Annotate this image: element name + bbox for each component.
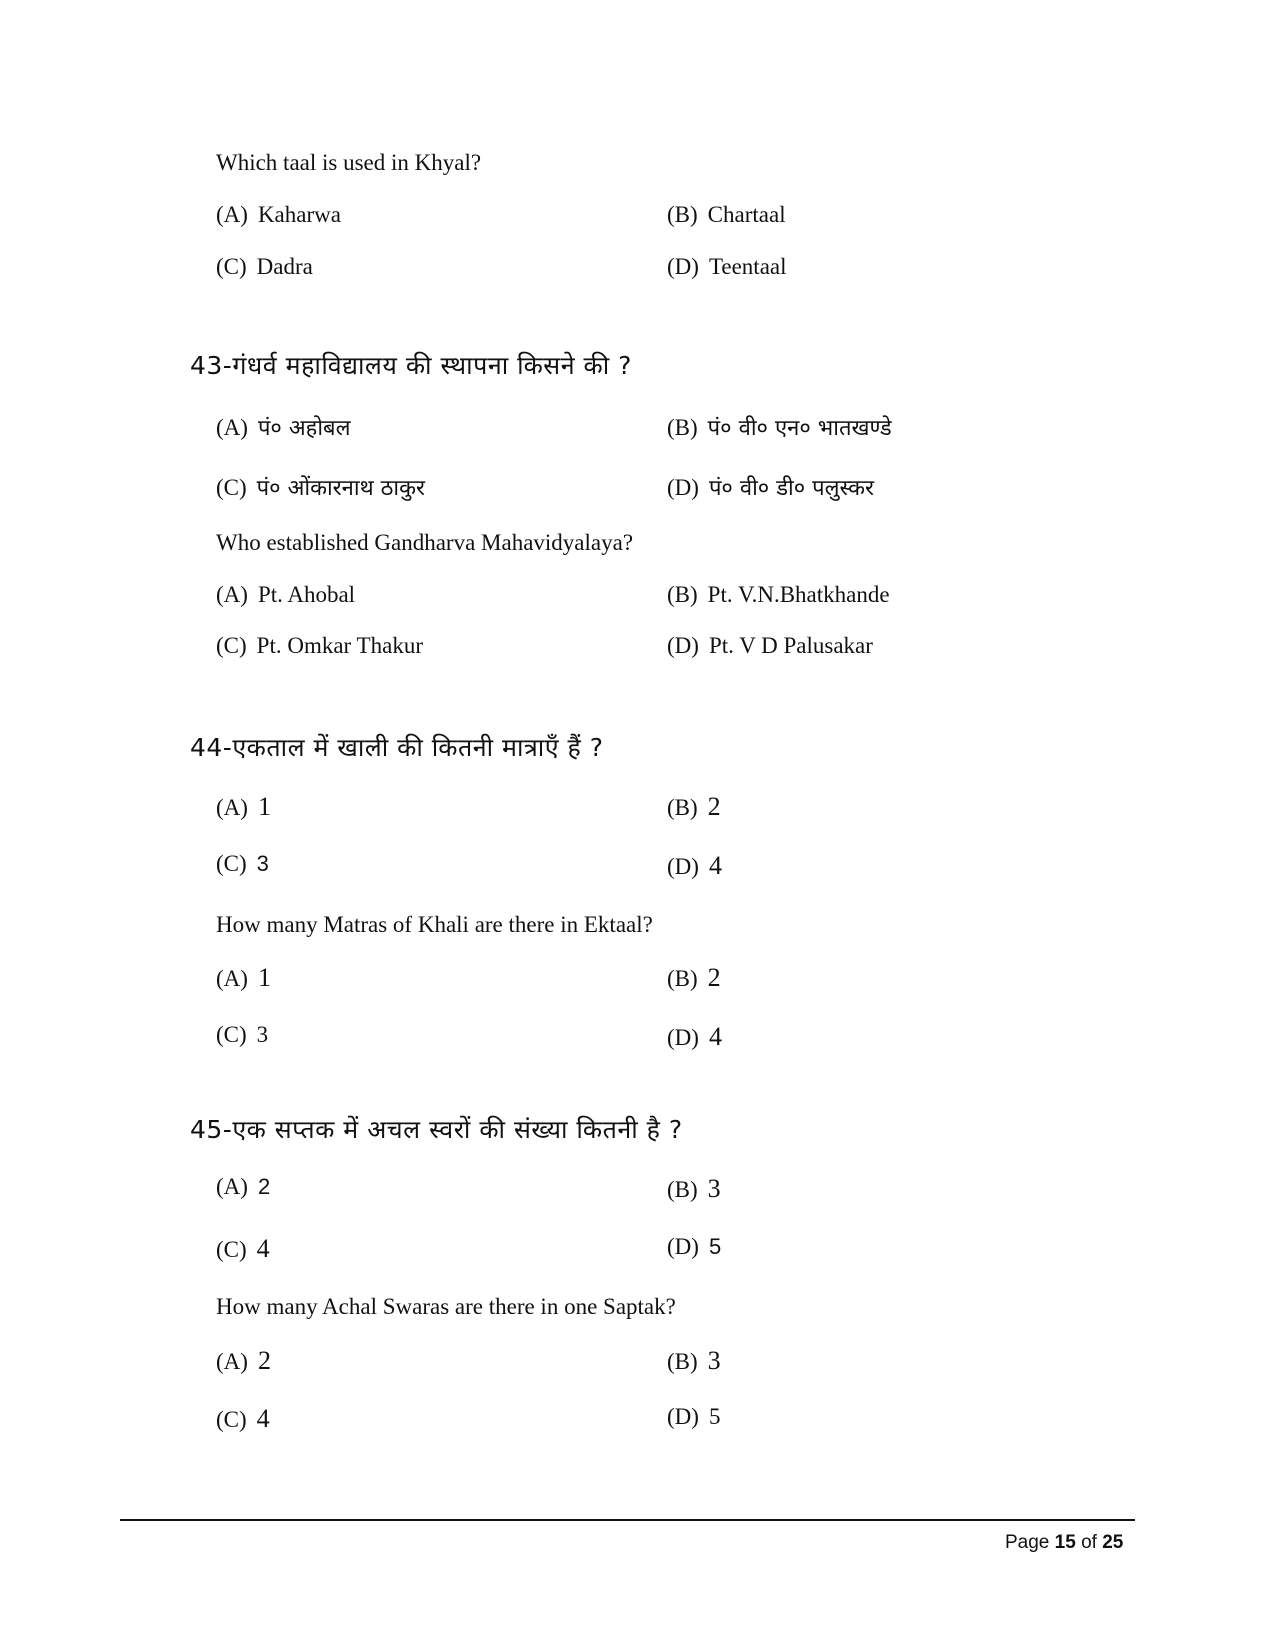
- option-label: (D): [667, 854, 699, 879]
- footer-divider: [120, 1519, 1135, 1521]
- option-text: 4: [256, 1404, 270, 1433]
- option-label: (C): [216, 1022, 247, 1047]
- option-label: (A): [216, 1174, 248, 1199]
- option-label: (B): [667, 415, 698, 440]
- q43-option-c-en: [216, 633, 423, 659]
- option-text: 2: [257, 1174, 271, 1199]
- q45-option-d-en: [667, 1404, 720, 1430]
- page-word: Page: [1005, 1532, 1050, 1553]
- q44-option-a-hi: [216, 792, 271, 822]
- option-text: 1: [257, 792, 271, 821]
- option-text: 1: [257, 963, 271, 992]
- option-label: (D): [667, 475, 699, 500]
- page-total: 25: [1102, 1532, 1124, 1553]
- option-text: 2: [707, 963, 721, 992]
- q45-option-c-hi: [216, 1234, 270, 1264]
- option-text: 3: [707, 1346, 721, 1375]
- option-label: (A): [216, 415, 248, 440]
- option-label: (A): [216, 202, 248, 227]
- q42-option-d: [667, 254, 787, 280]
- q42-option-a: [216, 202, 341, 228]
- q45-question-hi: 45-एक सप्तक में अचल स्वरों की संख्या कितनी है ?: [190, 1115, 683, 1144]
- option-label: (C): [216, 1407, 247, 1432]
- option-text: 2: [257, 1346, 271, 1375]
- option-text: Chartaal: [707, 202, 786, 227]
- option-label: (C): [216, 1237, 247, 1262]
- q42-question-en: Which taal is used in Khyal?: [216, 150, 482, 175]
- q43-option-d-en: [667, 633, 873, 659]
- option-label: (A): [216, 966, 248, 991]
- q42-option-b: [667, 202, 786, 228]
- page-current: 15: [1054, 1532, 1076, 1553]
- option-text: 3: [256, 1022, 269, 1047]
- q44-option-a-en: [216, 963, 271, 993]
- page-number: [1005, 1532, 1123, 1554]
- q44-option-b-en: [667, 963, 721, 993]
- option-text: पं० वी० डी० पलुस्कर: [708, 476, 874, 501]
- option-text: 3: [707, 1174, 721, 1203]
- option-text: Pt. V.N.Bhatkhande: [707, 582, 890, 607]
- option-text: 5: [708, 1404, 721, 1429]
- q45-option-d-hi: [667, 1234, 721, 1260]
- q43-question-hi: 43-गंधर्व महाविद्यालय की स्थापना किसने की ?: [190, 351, 632, 380]
- option-label: (C): [216, 851, 247, 876]
- q45-option-b-en: [667, 1346, 721, 1376]
- option-label: (D): [667, 1025, 699, 1050]
- q44-question-hi: 44-एकताल में खाली की कितनी मात्राएँ हैं ?: [190, 733, 604, 762]
- q43-option-d-hi: [667, 472, 874, 502]
- option-label: (D): [667, 633, 699, 658]
- q45-option-a-en: [216, 1346, 271, 1376]
- option-text: Dadra: [256, 254, 313, 279]
- q45-option-a-hi: [216, 1174, 270, 1200]
- option-text: पं० वी० एन० भातखण्डे: [707, 416, 892, 441]
- option-text: Pt. V D Palusakar: [708, 633, 873, 658]
- option-label: (D): [667, 1234, 699, 1259]
- option-label: (C): [216, 254, 247, 279]
- option-label: (B): [667, 1349, 698, 1374]
- option-text: 4: [708, 851, 722, 880]
- q44-option-d-en: [667, 1022, 722, 1052]
- option-label: (B): [667, 202, 698, 227]
- option-label: (B): [667, 582, 698, 607]
- q43-question-en: Who established Gandharva Mahavidyalaya?: [216, 530, 634, 555]
- option-text: 5: [708, 1234, 722, 1259]
- q44-option-c-hi: [216, 851, 269, 877]
- option-label: (C): [216, 475, 247, 500]
- q45-option-c-en: [216, 1404, 270, 1434]
- option-label: (B): [667, 1177, 698, 1202]
- option-text: Teentaal: [708, 254, 787, 279]
- q44-question-en: How many Matras of Khali are there in Ektaal?: [216, 912, 653, 937]
- option-label: (A): [216, 795, 248, 820]
- q44-option-b-hi: [667, 792, 721, 822]
- q45-question-en: How many Achal Swaras are there in one Saptak?: [216, 1294, 676, 1319]
- option-label: (B): [667, 795, 698, 820]
- option-label: (D): [667, 1404, 699, 1429]
- q45-option-b-hi: [667, 1174, 721, 1204]
- option-label: (B): [667, 966, 698, 991]
- q43-option-a-hi: [216, 412, 351, 442]
- option-text: Pt. Omkar Thakur: [256, 633, 423, 658]
- option-text: 4: [256, 1234, 270, 1263]
- q44-option-c-en: [216, 1022, 268, 1048]
- option-text: 2: [707, 792, 721, 821]
- option-text: Kaharwa: [257, 202, 341, 227]
- q43-option-c-hi: [216, 472, 425, 502]
- option-text: Pt. Ahobal: [257, 582, 356, 607]
- q43-option-b-hi: [667, 412, 892, 442]
- q43-option-a-en: [216, 582, 355, 608]
- option-label: (A): [216, 1349, 248, 1374]
- of-word: of: [1081, 1532, 1097, 1553]
- q44-option-d-hi: [667, 851, 722, 881]
- option-text: पं० अहोबल: [257, 416, 351, 441]
- q42-option-c: [216, 254, 313, 280]
- q43-option-b-en: [667, 582, 890, 608]
- option-label: (A): [216, 582, 248, 607]
- option-label: (D): [667, 254, 699, 279]
- option-text: 3: [256, 851, 269, 876]
- option-text: 4: [708, 1022, 722, 1051]
- option-text: पं० ओंकारनाथ ठाकुर: [256, 476, 426, 501]
- option-label: (C): [216, 633, 247, 658]
